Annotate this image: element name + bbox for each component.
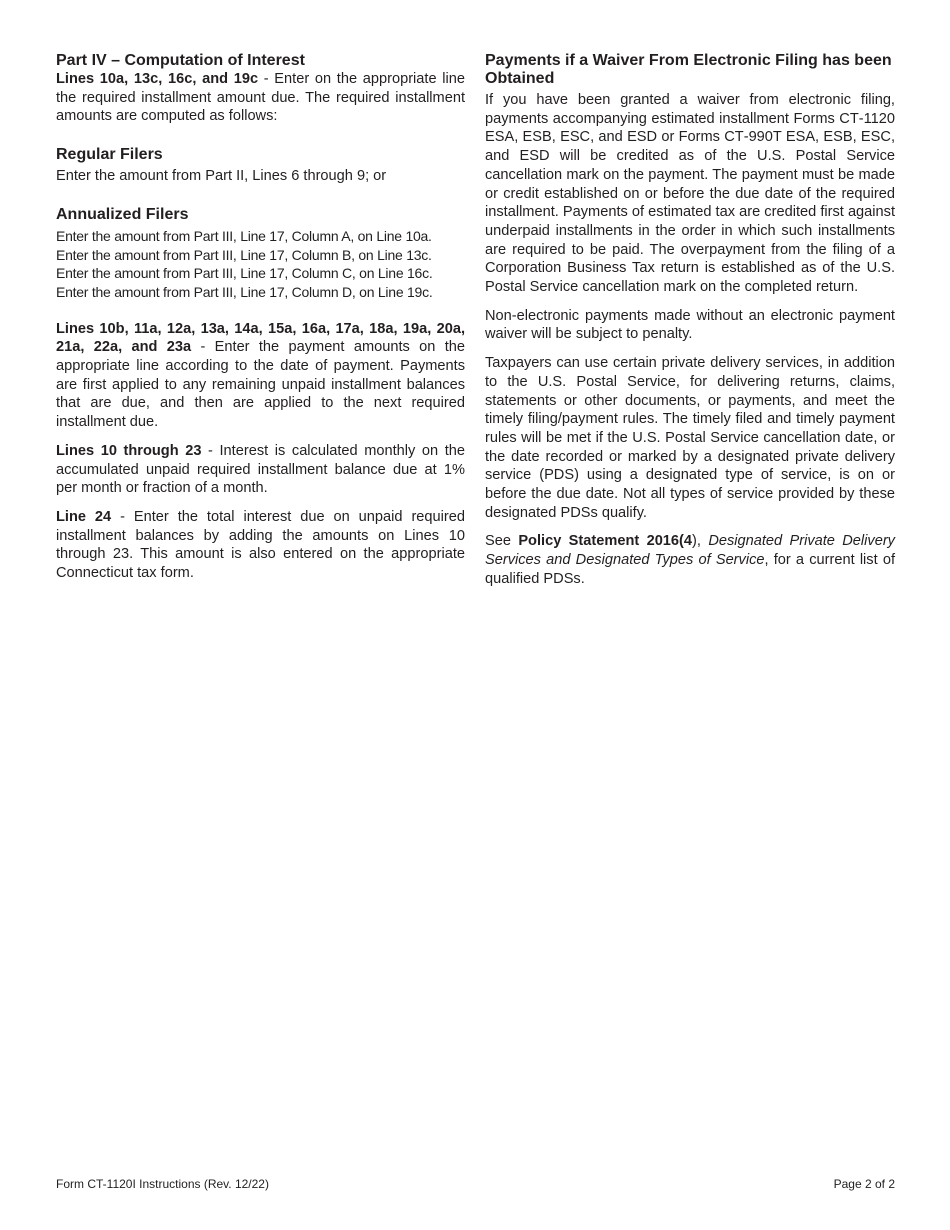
line-24-paragraph <box>56 508 465 583</box>
policy-after-bold: ), <box>692 533 709 550</box>
private-delivery-paragraph: Taxpayers can use certain private delivery services, in addition to the U.S. Postal Service, for delivering returns, claims, statements or other documents, or payments, and meet the timely filing/payment rules. The timely filed and timely payment rules will be met if the U.S. Postal Service cancellation date, or the date recorded or marked by a designated private delivery service (PDS) using a designated type of service, is on or before the due date. Not all types of service provided by these designated PDSs qualify. <box>485 355 895 521</box>
lines-10b-text: - Enter the payment amounts on the appropriate line according to the date of payment. Payments are first applied to any remaining unpaid installment balances that are due, and then are applied to the next required installment due. <box>56 339 465 431</box>
annualized-filers-heading: Annualized Filers <box>56 205 189 223</box>
annualized-line: Enter the amount from Part III, Line 17, Column B, on Line 13c. <box>56 246 432 263</box>
lines-10a-paragraph <box>56 70 465 126</box>
waiver-paragraph: If you have been granted a waiver from electronic filing, payments accompanying estimated installment Forms CT‑1120 ESA, ESB, ESC, and ESD or Forms CT‑990T ESA, ESB, ESC, and ESD will be credited as of the U.S. Postal Service cancellation mark on the payment. The payment must be made or credit established on or before the due date of the required installment. Payments of estimated tax are credited first against underpaid installments in the order in which such installments are required to be paid. The overpayment from the filing of a Corporation Business Tax return is established as of the U.S. Postal Service cancellation mark on the completed return. <box>485 92 895 296</box>
form-label: Form CT-1120I Instructions (Rev. 12/22) <box>56 1177 269 1191</box>
penalty-paragraph: Non-electronic payments made without an electronic payment waiver will be subject to penalty. <box>485 307 895 343</box>
annualized-line: Enter the amount from Part III, Line 17, Column C, on Line 16c. <box>56 265 433 282</box>
policy-prefix: See <box>485 533 519 550</box>
line-24-text: - Enter the total interest due on unpaid required installment balances by adding the amounts on Lines 10 through 23. This amount is also entered on the appropriate Connecticut tax form. <box>56 508 465 582</box>
regular-filers-text: Enter the amount from Part II, Lines 6 through 9; or <box>56 168 387 185</box>
line-24-label: Line 24 <box>56 508 112 525</box>
regular-filers-heading: Regular Filers <box>56 146 163 164</box>
page-number: Page 2 of 2 <box>833 1177 895 1191</box>
left-column <box>56 52 465 583</box>
lines-10b-label: Lines 10b, 11a, 12a, 13a, 14a, 15a, 16a, 17a, 18a, 19a, 20a, 21a, 22a, and 23a <box>56 320 465 356</box>
lines-10a-text: - Enter on the appropriate line the required installment amount due. The required installment amounts are computed as follows: <box>56 71 465 125</box>
policy-title: Designated Private Delivery Services and Designated Types of Service <box>485 533 895 569</box>
annualized-lines <box>56 227 465 302</box>
lines-10a-label: Lines 10a, 13c, 16c, and 19c <box>56 71 259 87</box>
policy-statement-link: Policy Statement 2016(4 <box>518 533 693 550</box>
policy-suffix: , for a current list of qualified PDSs. <box>485 552 895 587</box>
annualized-line: Enter the amount from Part III, Line 17, Column D, on Line 19c. <box>56 283 433 300</box>
policy-statement-paragraph <box>485 532 895 588</box>
annualized-line: Enter the amount from Part III, Line 17, Column A, on Line 10a. <box>56 227 432 244</box>
lines-10-23-label: Lines 10 through 23 <box>56 442 202 459</box>
lines-10-23-text: - Interest is calculated monthly on the accumulated unpaid required installment balance due at 1% per month or fraction of a month. <box>56 442 465 497</box>
lines-10-23-paragraph <box>56 442 465 498</box>
waiver-heading: Payments if a Waiver From Electronic Filing has been Obtained <box>485 52 892 87</box>
right-column <box>485 52 895 589</box>
part-iv-heading: Part IV – Computation of Interest <box>56 52 305 69</box>
lines-10b-paragraph <box>56 320 465 432</box>
